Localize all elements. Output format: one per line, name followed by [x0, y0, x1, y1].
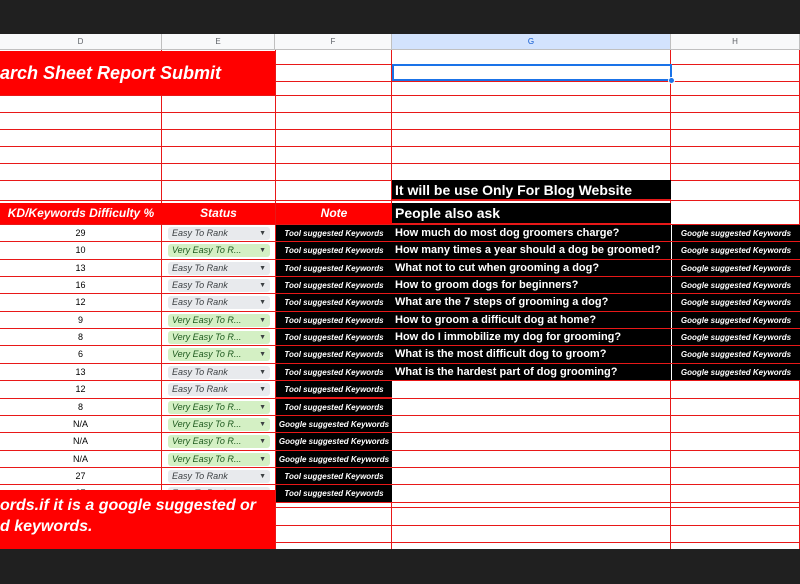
source-cell[interactable]: Google suggested Keywords: [672, 312, 800, 329]
spreadsheet-grid[interactable]: [0, 34, 800, 549]
chevron-down-icon[interactable]: ▼: [259, 247, 266, 255]
status-header[interactable]: Status: [162, 203, 275, 224]
note-cell[interactable]: Google suggested Keywords: [276, 416, 392, 433]
column-header-h[interactable]: H: [671, 34, 800, 50]
column-header-e[interactable]: E: [162, 34, 275, 50]
chevron-down-icon[interactable]: ▼: [259, 472, 266, 480]
status-dropdown[interactable]: [168, 418, 270, 431]
note-cell[interactable]: Google suggested Keywords: [276, 433, 392, 450]
status-value: Very Easy To R...: [172, 401, 242, 412]
note-cell[interactable]: Tool suggested Keywords: [276, 468, 392, 485]
report-banner[interactable]: arch Sheet Report Submit: [0, 51, 275, 95]
kd-cell[interactable]: 16: [75, 280, 86, 291]
kd-cell[interactable]: 9: [77, 314, 83, 325]
status-dropdown[interactable]: [168, 470, 270, 483]
note-cell[interactable]: Tool suggested Keywords: [276, 277, 392, 294]
status-dropdown[interactable]: [168, 383, 270, 396]
kd-cell[interactable]: 29: [75, 228, 86, 238]
kd-cell[interactable]: 8: [77, 332, 83, 343]
source-cell[interactable]: Google suggested Keywords: [672, 277, 800, 294]
note-cell[interactable]: Tool suggested Keywords: [276, 242, 392, 259]
question-cell[interactable]: What is the most difficult dog to groom?: [392, 346, 671, 363]
chevron-down-icon[interactable]: ▼: [259, 368, 266, 376]
chevron-down-icon[interactable]: ▼: [259, 420, 266, 428]
source-cell[interactable]: Google suggested Keywords: [672, 225, 800, 242]
status-dropdown[interactable]: [168, 366, 270, 379]
grid-row-line: [0, 146, 800, 147]
question-cell[interactable]: How to groom a difficult dog at home?: [392, 312, 671, 329]
chevron-down-icon[interactable]: ▼: [259, 334, 266, 342]
kd-cell[interactable]: 6: [77, 349, 83, 360]
status-value: Very Easy To R...: [172, 245, 242, 256]
note-cell[interactable]: Tool suggested Keywords: [276, 485, 392, 502]
grid-row-line: [0, 112, 800, 113]
chevron-down-icon[interactable]: ▼: [259, 386, 266, 394]
question-cell[interactable]: What not to cut when grooming a dog?: [392, 260, 671, 277]
note-cell[interactable]: Tool suggested Keywords: [276, 294, 392, 311]
status-dropdown[interactable]: [168, 435, 270, 448]
status-value: Very Easy To R...: [172, 332, 242, 343]
question-cell[interactable]: How many times a year should a dog be groomed?: [392, 242, 671, 259]
status-dropdown[interactable]: [168, 453, 270, 466]
people-also-ask-header[interactable]: People also ask: [392, 203, 671, 224]
grid-row-line: [0, 95, 800, 96]
grid-col-line: [161, 50, 162, 549]
bottom-note[interactable]: [0, 490, 275, 549]
status-value: Very Easy To R...: [172, 349, 242, 360]
kd-cell[interactable]: 27: [75, 470, 86, 481]
source-cell[interactable]: Google suggested Keywords: [672, 329, 800, 346]
bottom-note-line-1: ords.if it is a google suggested or: [0, 497, 257, 514]
status-dropdown[interactable]: [168, 348, 270, 361]
grid-row-line: [0, 163, 800, 164]
status-value: Very Easy To R...: [172, 314, 242, 325]
status-value: Easy To Rank: [172, 280, 228, 291]
kd-cell[interactable]: 12: [75, 384, 86, 395]
column-header-g[interactable]: G: [392, 34, 671, 50]
column-header-f[interactable]: F: [275, 34, 392, 50]
kd-cell[interactable]: 8: [77, 401, 83, 412]
question-cell[interactable]: How much do most dog groomers charge?: [392, 225, 671, 242]
chevron-down-icon[interactable]: ▼: [259, 299, 266, 307]
grid-row-line: [0, 129, 800, 130]
question-cell[interactable]: What is the hardest part of dog grooming?: [392, 364, 671, 381]
status-value: Very Easy To R...: [172, 453, 242, 464]
note-cell[interactable]: Tool suggested Keywords: [276, 364, 392, 381]
note-header[interactable]: Note: [276, 203, 392, 224]
chevron-down-icon[interactable]: ▼: [259, 264, 266, 272]
status-dropdown[interactable]: [168, 401, 270, 414]
fill-handle[interactable]: [668, 77, 675, 84]
status-dropdown[interactable]: [168, 314, 270, 327]
source-cell[interactable]: Google suggested Keywords: [672, 260, 800, 277]
status-dropdown[interactable]: [168, 279, 270, 292]
column-header-d[interactable]: D: [0, 34, 162, 50]
kd-cell[interactable]: 13: [75, 366, 86, 377]
kd-header[interactable]: KD/Keywords Difficulty %: [0, 203, 162, 224]
grid-row-line: [0, 200, 800, 201]
kd-cell[interactable]: N/A: [72, 453, 88, 464]
status-value: Easy To Rank: [172, 262, 228, 273]
kd-cell[interactable]: 13: [75, 262, 86, 273]
status-value: Easy To Rank: [172, 384, 228, 395]
note-cell[interactable]: Tool suggested Keywords: [276, 329, 392, 346]
note-cell[interactable]: Tool suggested Keywords: [276, 225, 392, 242]
note-cell[interactable]: Tool suggested Keywords: [276, 381, 392, 398]
chevron-down-icon[interactable]: ▼: [259, 351, 266, 359]
note-cell[interactable]: Tool suggested Keywords: [276, 312, 392, 329]
chevron-down-icon[interactable]: ▼: [259, 455, 266, 463]
chevron-down-icon[interactable]: ▼: [259, 282, 266, 290]
chevron-down-icon[interactable]: ▼: [259, 403, 266, 411]
status-value: Very Easy To R...: [172, 436, 242, 447]
chevron-down-icon[interactable]: ▼: [259, 316, 266, 324]
kd-cell[interactable]: 12: [75, 297, 86, 308]
note-cell[interactable]: Tool suggested Keywords: [276, 399, 392, 416]
status-value: Easy To Rank: [172, 366, 228, 377]
bottom-note-line-2: d keywords.: [0, 518, 93, 535]
note-cell[interactable]: Tool suggested Keywords: [276, 260, 392, 277]
kd-cell[interactable]: N/A: [72, 418, 88, 429]
status-dropdown[interactable]: [168, 227, 270, 240]
status-dropdown[interactable]: [168, 331, 270, 344]
source-cell[interactable]: Google suggested Keywords: [672, 242, 800, 259]
status-value: Easy To Rank: [172, 297, 228, 308]
status-dropdown[interactable]: [168, 244, 270, 257]
question-cell[interactable]: How to groom dogs for beginners?: [392, 277, 671, 294]
kd-cell[interactable]: 10: [75, 245, 86, 256]
chevron-down-icon[interactable]: ▼: [259, 230, 266, 237]
question-cell[interactable]: What are the 7 steps of grooming a dog?: [392, 294, 671, 311]
source-cell[interactable]: Google suggested Keywords: [672, 346, 800, 363]
kd-cell[interactable]: N/A: [72, 436, 88, 447]
status-dropdown[interactable]: [168, 296, 270, 309]
note-cell[interactable]: Google suggested Keywords: [276, 451, 392, 468]
source-cell[interactable]: Google suggested Keywords: [672, 294, 800, 311]
status-value: Very Easy To R...: [172, 418, 242, 429]
status-value: Easy To Rank: [172, 228, 228, 238]
source-cell[interactable]: Google suggested Keywords: [672, 364, 800, 381]
chevron-down-icon[interactable]: ▼: [259, 438, 266, 446]
status-value: Easy To Rank: [172, 470, 228, 481]
question-cell[interactable]: How do I immobilize my dog for grooming?: [392, 329, 671, 346]
blog-only-note[interactable]: It will be use Only For Blog Website: [392, 180, 671, 200]
note-cell[interactable]: Tool suggested Keywords: [276, 346, 392, 363]
selected-cell[interactable]: [392, 64, 672, 81]
status-dropdown[interactable]: [168, 262, 270, 275]
